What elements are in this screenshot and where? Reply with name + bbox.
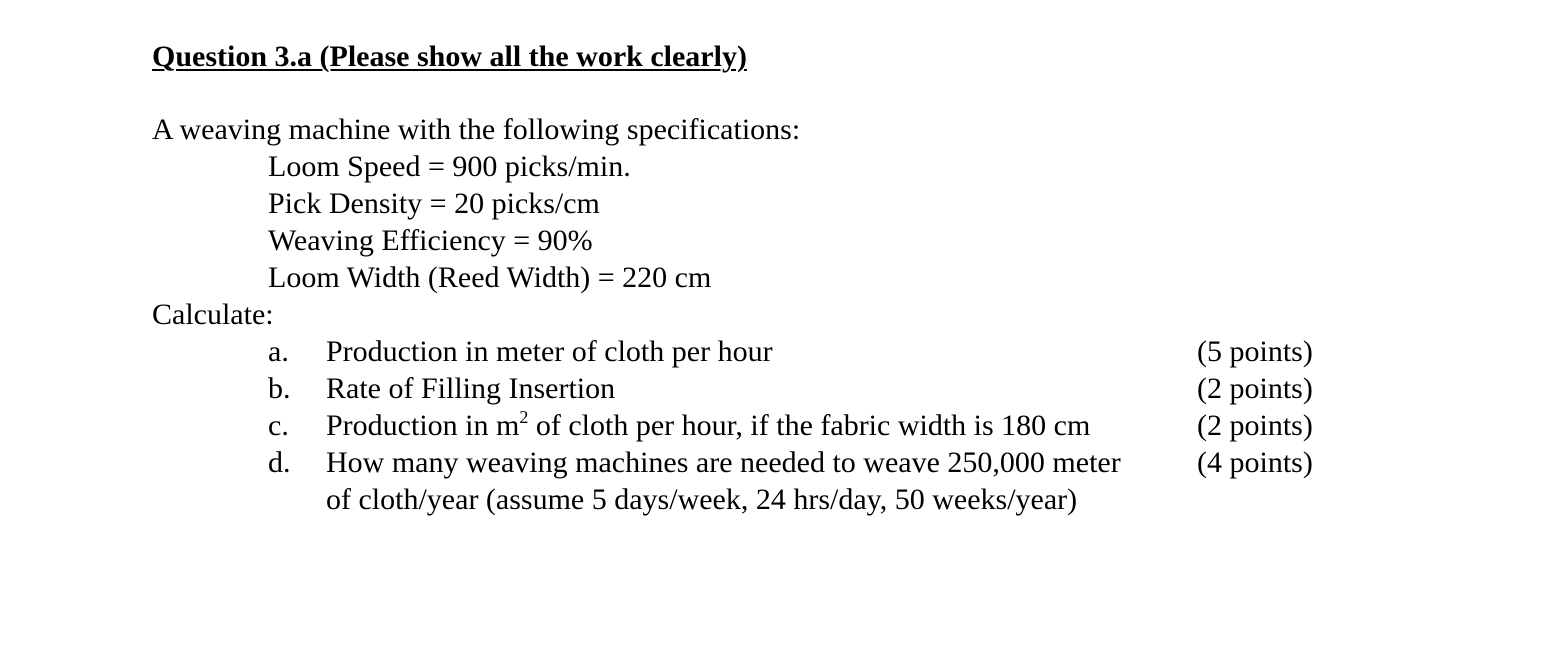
item-text: Production in meter of cloth per hour <box>326 335 773 368</box>
item-text: Rate of Filling Insertion <box>326 372 616 405</box>
item-text: How many weaving machines are needed to weave 250,000 meter <box>326 446 1121 479</box>
item-text <box>326 407 1090 444</box>
spec-loom-speed: Loom Speed = 900 picks/min. <box>268 150 631 183</box>
item-points: (2 points) <box>1197 372 1313 405</box>
spec-pick-density: Pick Density = 20 picks/cm <box>268 187 600 220</box>
item-letter: b. <box>268 372 291 405</box>
item-text-before: Production in m <box>326 409 520 442</box>
item-letter: d. <box>268 446 291 479</box>
question-title: Question 3.a (Please show all the work clearly) <box>152 40 747 73</box>
spec-weaving-efficiency: Weaving Efficiency = 90% <box>268 224 593 257</box>
item-points: (2 points) <box>1197 409 1313 442</box>
item-text-line2: of cloth/year (assume 5 days/week, 24 hrs/day, 50 weeks/year) <box>326 483 1078 516</box>
item-points: (5 points) <box>1197 335 1313 368</box>
spec-loom-width: Loom Width (Reed Width) = 220 cm <box>268 261 712 294</box>
item-text-after: of cloth per hour, if the fabric width is 180 cm <box>528 409 1091 442</box>
calculate-label: Calculate: <box>152 298 274 331</box>
item-points: (4 points) <box>1197 446 1313 479</box>
intro-text: A weaving machine with the following specifications: <box>152 113 801 146</box>
superscript-exponent: 2 <box>519 407 529 427</box>
item-letter: a. <box>268 335 289 368</box>
item-letter: c. <box>268 409 289 442</box>
